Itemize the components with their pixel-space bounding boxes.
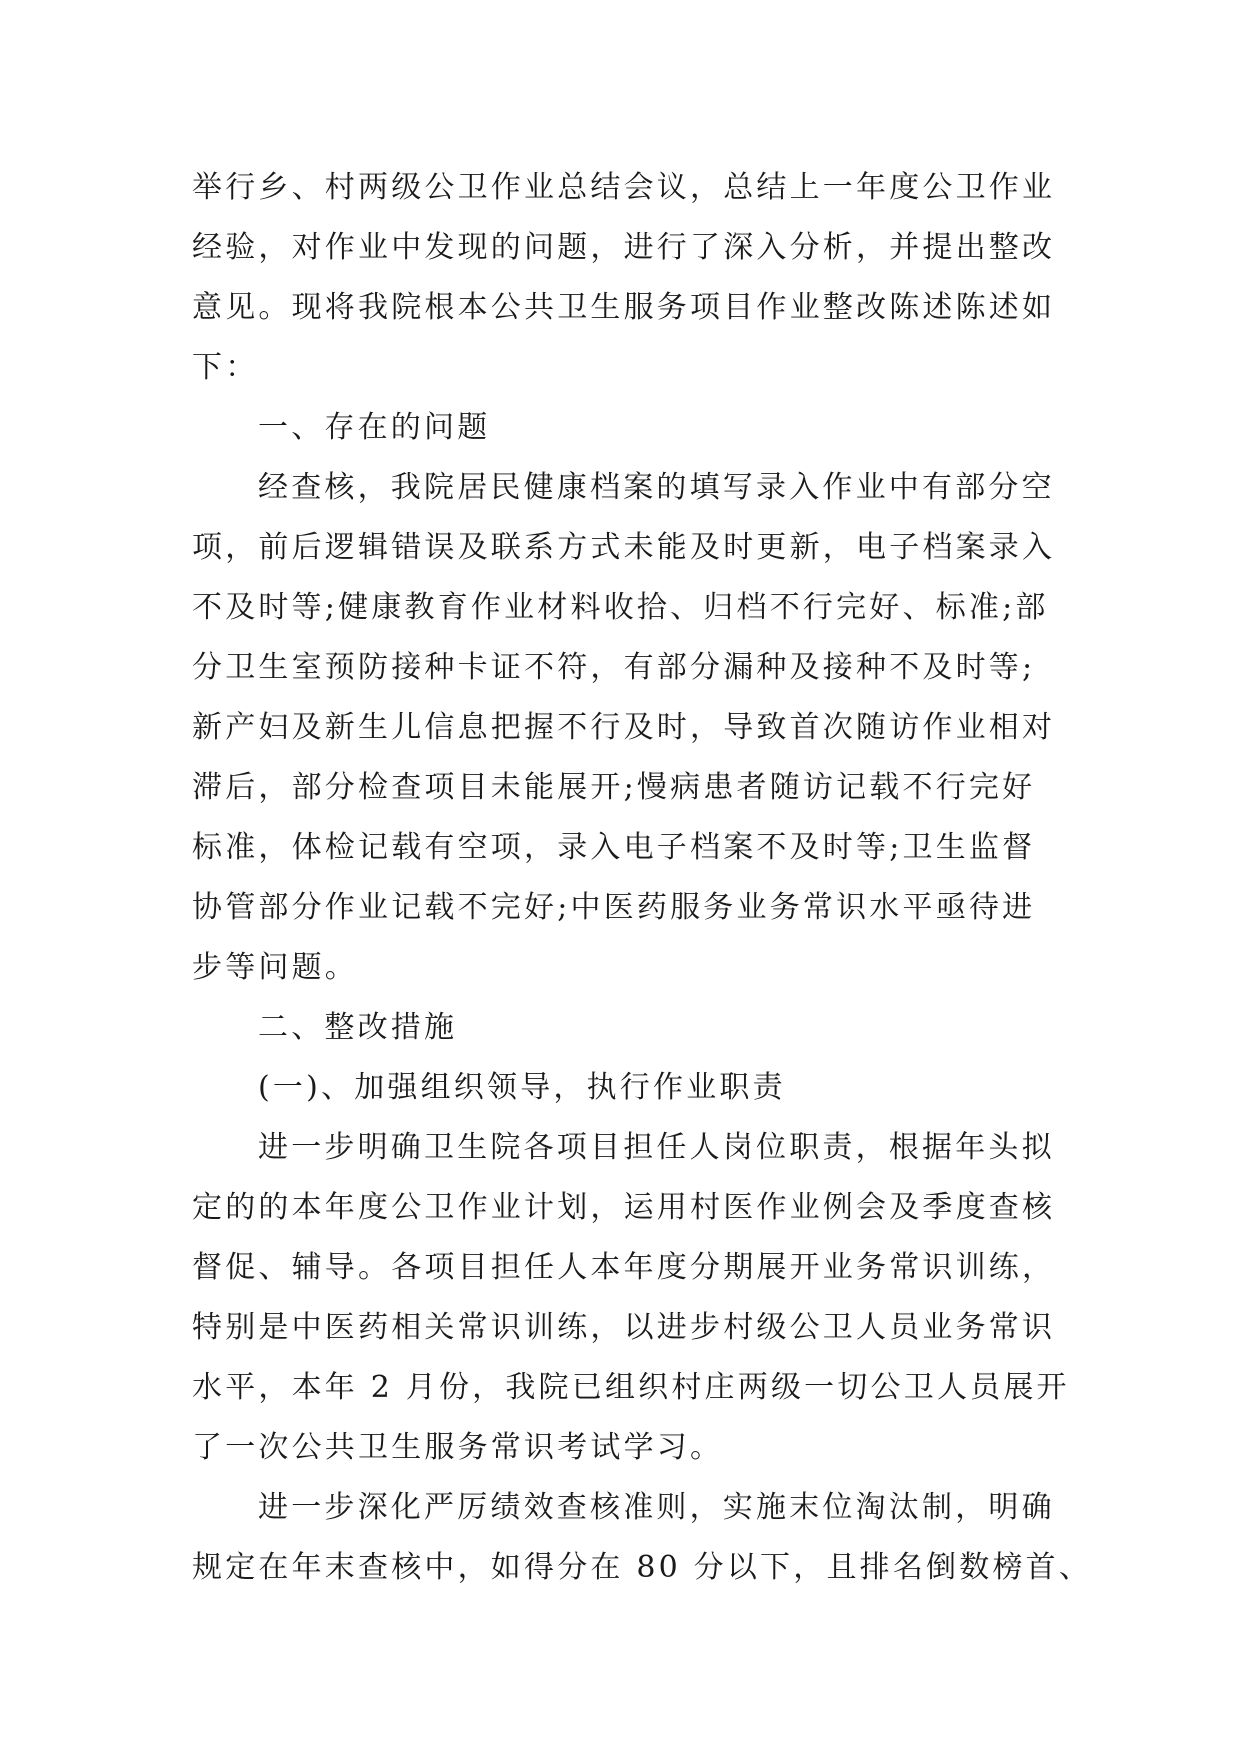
text-line: 不及时等;健康教育作业材料收拾、归档不行完好、标准;部 [192, 590, 1049, 625]
text-line: 分卫生室预防接种卡证不符，有部分漏种及接种不及时等; [192, 650, 1036, 685]
text-line: 下： [192, 350, 259, 385]
text-line: 进一步明确卫生院各项目担任人岗位职责，根据年头拟 [258, 1130, 1055, 1165]
text-line: 协管部分作业记载不完好;中医药服务业务常识水平亟待进 [192, 890, 1036, 925]
text-line: 规定在年末查核中，如得分在 80 分以下，且排名倒数榜首、 [192, 1550, 1093, 1585]
text-line: 了一次公共卫生服务常识考试学习。 [192, 1430, 724, 1465]
text-line: 定的的本年度公卫作业计划，运用村医作业例会及季度查核 [192, 1190, 1056, 1225]
text-line: 新产妇及新生儿信息把握不行及时，导致首次随访作业相对 [192, 710, 1056, 745]
text-line: 进一步深化严厉绩效查核准则，实施末位淘汰制，明确 [258, 1490, 1055, 1525]
text-line: 标准，体检记载有空项，录入电子档案不及时等;卫生监督 [192, 830, 1036, 865]
text-line: 经验，对作业中发现的问题，进行了深入分析，并提出整改 [192, 230, 1056, 265]
section-heading: 二、整改措施 [258, 1010, 458, 1045]
section-heading: 一、存在的问题 [258, 410, 491, 445]
text-line: 督促、辅导。各项目担任人本年度分期展开业务常识训练， [192, 1250, 1056, 1285]
text-line: 特别是中医药相关常识训练，以进步村级公卫人员业务常识 [192, 1310, 1056, 1345]
text-line: 水平，本年 2 月份，我院已组织村庄两级一切公卫人员展开 [192, 1370, 1070, 1405]
text-line: 经查核，我院居民健康档案的填写录入作业中有部分空 [258, 470, 1055, 505]
document-body [192, 158, 1093, 1598]
text-line: 意见。现将我院根本公共卫生服务项目作业整改陈述陈述如 [192, 290, 1056, 325]
text-line: 步等问题。 [192, 950, 358, 985]
subsection-heading: (一)、加强组织领导，执行作业职责 [258, 1070, 786, 1105]
text-line: 滞后，部分检查项目未能展开;慢病患者随访记载不行完好 [192, 770, 1036, 805]
text-line: 项，前后逻辑错误及联系方式未能及时更新，电子档案录入 [192, 530, 1056, 565]
text-line: 举行乡、村两级公卫作业总结会议，总结上一年度公卫作业 [192, 170, 1056, 205]
